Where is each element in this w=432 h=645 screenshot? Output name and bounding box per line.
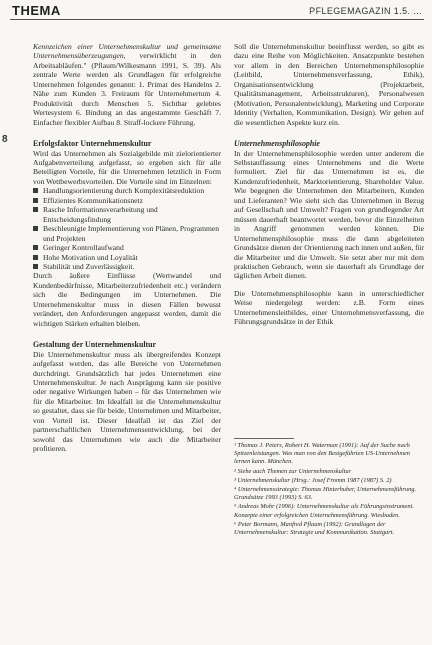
bullet-item: Hohe Motivation und Loyalität [33, 253, 221, 262]
design-paragraph: Die Unternehmenskultur muss als übergreifendes Konzept aufgefasst werden, das alle Bereiche von Unternehmen durchdringt. Grundsätzlich hat jedes Unternehmen eine Unternehmenskultur. Je nach Ausprägung kann sie positive oder negative Wirkungen haben – für das Unternehmen wie für die Mitarbeiter. Im Idealfall ist die Unternehmenskultur so gestaltet, dass sie für beide, Unternehmen und Mitarbeiter, von Vorteil ist. Dieser Idealfall ist das Ziel der partnerschaftlichen Unternehmensentwicklung, bei der sowohl das Unternehmen wie auch die Mitarbeiter profitieren. [33, 349, 221, 454]
bullet-square-icon [33, 207, 38, 212]
success-factor-paragraph: Wird das Unternehmen als Sozialgebilde mit zielorientierter Aufgabenverteilung aufgefasst, so ergeben sich für alle Beteiligten Vorteile, für die Unternehmen letztlich in Form von Wettbewerbsvorteilen. Die Vorteile sind im Einzelnen: [33, 148, 221, 186]
bullet-item: Effizientes Kommunikationsnetz [33, 196, 221, 205]
bullet-square-icon [33, 245, 38, 250]
footnote: ¹ Thomas J. Peters, Robert H. Waterman (1991): Auf der Suche nach Spitzenleistungen. Was man von den Bestgeführten US-Unternehmen lernen kann. München. [234, 442, 411, 466]
philosophy-paragraph: In der Unternehmensphilosophie werden unter anderem die Selbstauffassung eines Unternehmens und die Werte formuliert. Ziel für das Unternehmen ist es, die Kundenzufriedenheit, Marktorientierung, Shareholder Value. Wie begegnen die Unternehmen den Mitarbeitern, Kunden und Lieferanten? Wie sieht sich das Unternehmen in Bezug auf Gesellschaft und Umwelt? Fragen von grundlegender Art müssen dauerhaft beantwortet werden, bevor die Einzelheiten in Angriff genommen werden können. Die Unternehmensphilosophie muss die dann abgeleiteten Grundsätze dienen der Orientierung nach innen und außen, für die Mitarbeiter und die Umwelt. Sie setzt aber nur mit dem praktischen Gebrauch, wenn sie dauerhaft als Grundlage der täglichen Arbeit dienen. [234, 148, 424, 281]
footnote: ² Siehe auch Themen zur Unternehmenskultur [234, 467, 352, 475]
magazine-running-head: PFLEGEMAGAZIN 1.5. ... [309, 6, 422, 16]
intro-quote-italic: Kennzeichen einer Unternehmenskultur und gemeinsame Unternehmensüberzeugungen, [33, 42, 221, 61]
bullet-item: Stabilität und Zuverlässigkeit. [33, 262, 221, 271]
footnotes [234, 442, 422, 538]
bullet-item: Handlungsorientierung durch Komplexitätsreduktion [33, 186, 221, 195]
footnote: ⁶ Peter Bormann, Manfred Pflaum (1992): Grundlagen der Unternehmenskultur: Strategie und Kommunikation. Stuttgart. [234, 520, 395, 537]
magazine-section-title: THEMA [12, 3, 61, 18]
footnote: ⁵ Andreas Mohr (1996): Unternehmenskultur als Führungsinstrument. Konzepte einer erfolgreichen Unternehmensführung. Wiesbaden. [234, 503, 414, 519]
influence-paragraph: Soll die Unternehmenskultur beeinflusst werden, so gibt es dazu eine Reihe von Möglichkeiten. Ansatzpunkte bestehen vor allem in den Bereichen Unternehmensphilosophie (Leitbild, Unternehmensverfassung, Ethik), Organisationsentwicklung (Projektarbeit, Qualitätsmanagement, Arbeitsstrukturen), Personalwesen (Motivation, Personalentwicklung), Marketing und Corporate Identity (Verhalten, Kommunikation, Design). Wir gehen auf die wesentlichen Aspekte kurz ein. [234, 42, 424, 127]
right-column [234, 42, 424, 327]
philosophy-form-paragraph: Die Unternehmensphilosophie kann in unterschiedlicher Weise niedergelegt werden: z.B. Form eines Unternehmensleitbildes, einer Unternehmensverfassung, die Führungsgrundsätze in der Ethik [234, 288, 424, 327]
bullet-item: Beschleunigte Implementierung von Plänen, Programmen und Projekten [33, 224, 221, 243]
bullet-square-icon [33, 255, 38, 260]
left-column [33, 42, 221, 454]
section-heading-success-factor: Erfolgsfaktor Unternehmenskultur [33, 139, 152, 149]
bullet-square-icon [33, 226, 38, 231]
section-heading-philosophy: Unternehmensphilosophie [234, 139, 320, 149]
bullet-square-icon [33, 198, 38, 203]
section-heading-design: Gestaltung der Unternehmenskultur [33, 340, 157, 350]
header-rule [10, 19, 424, 20]
bullet-item: Rasche Informationsverarbeitung und Entscheidungsfindung [33, 205, 221, 224]
page-number: 8 [2, 134, 8, 145]
intro-paragraph [33, 42, 221, 127]
footnote: ⁴ Unternehmensstrategie: Thomas Hinterhuber, Unternehmensführung. Grundsätze 1993 (1993) S. 63. [234, 486, 417, 502]
intro-quote-rest: verwirklicht in den Arbeitsabläufen." (Pflaum/Wilkesmann 1991, S. 39). Als zentrale Werte werden als Grundlagen für erfolgreiche Unternehmen folgendes genannt: 1. Primat des Handelns 2. Nähe zum Kunden 3. Freiraum für Unternehmertum 4. Produktivität durch Menschen 5. Sichtbar gelebtes Wertesystem 6. Bindung an das angestammte Geschäft 7. Einfacher flexibler Aufbau 8. Straff-lockere Führung. [33, 51, 222, 127]
bullet-square-icon [33, 264, 38, 269]
footnote-rule [234, 438, 294, 439]
bullet-item: Geringer Kontrollaufwand [33, 243, 221, 252]
bullet-square-icon [33, 188, 38, 193]
change-paragraph: Durch äußere Einflüsse (Wertwandel und Kundenbedürfnisse, Mitarbeiterzufriedenheit etc.) verändern sich die Bedingungen im Unternehmen. Die Unternehmenskultur muss in diesen Fällen bewusst verändert, den Anforderungen angepasst werden, damit die wichtigen Stärken erhalten bleiben. [33, 271, 221, 328]
footnote: ³ Unternehmenskultur (Hrsg.: Josef Fromm 1987 (1987) S. 2) [234, 476, 392, 484]
